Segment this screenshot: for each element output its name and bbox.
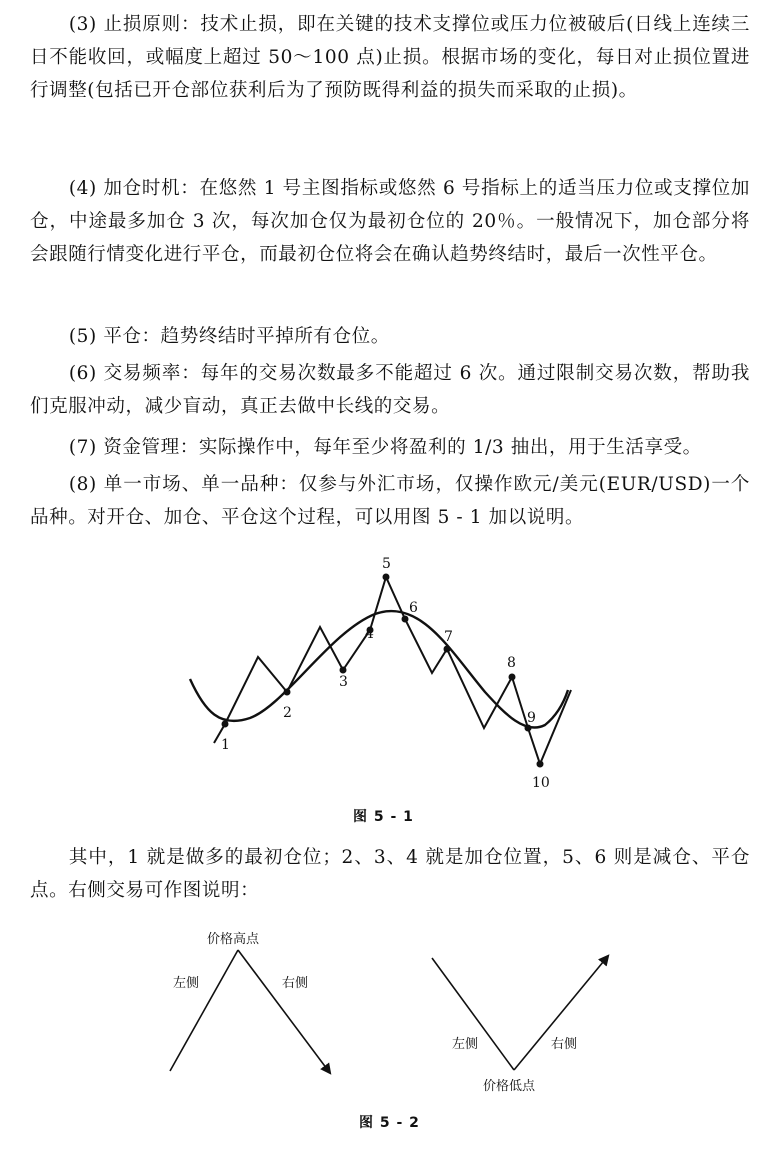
trough-right-arrow — [514, 956, 608, 1070]
point-marker — [444, 646, 451, 653]
paragraph-single-market: (8) 单一市场、单一品种：仅参与外汇市场，仅操作欧元/美元(EUR/USD)一个品种。对开仓、加仓、平仓这个过程，可以用图 5 - 1 加以说明。 — [30, 474, 750, 528]
point-marker — [340, 667, 347, 674]
point-labels — [221, 556, 550, 791]
paragraph-explanation: 其中，1 就是做多的最初仓位；2、3、4 就是加仓位置，5、6 则是减仓、平仓点。右侧交易可作图说明： — [30, 847, 750, 901]
point-marker — [383, 574, 390, 581]
paragraph-trade-frequency: (6) 交易频率：每年的交易次数最多不能超过 6 次。通过限制交易次数，帮助我们克服冲动，减少盲动，真正去做中长线的交易。 — [30, 363, 750, 417]
trough-label: 价格低点 — [483, 1079, 536, 1094]
point-label-6: 6 — [409, 600, 418, 616]
trough-left-leg — [432, 958, 514, 1070]
point-label-7: 7 — [444, 629, 453, 645]
peak-right-label: 右侧 — [282, 976, 309, 991]
point-label-3: 3 — [339, 674, 348, 690]
figure-5-2 — [0, 920, 758, 1110]
peak-left-leg — [170, 950, 238, 1071]
point-label-10: 10 — [532, 775, 550, 791]
peak-label: 价格高点 — [207, 932, 260, 947]
paragraph-stop-loss: (3) 止损原则：技术止损，即在关键的技术支撑位或压力位被破后(日线上连续三日不能收回，或幅度上超过 50～100 点)止损。根据市场的变化，每日对止损位置进行调整(包括已开仓部位获利后为了预防既得利益的损失而采取的止损)。 — [30, 14, 750, 101]
point-label-1: 1 — [221, 737, 230, 753]
peak-left-label: 左侧 — [173, 976, 200, 991]
point-marker — [284, 689, 291, 696]
trough-left-label: 左侧 — [452, 1037, 479, 1052]
paragraph-close-position: (5) 平仓：趋势终结时平掉所有仓位。 — [68, 326, 390, 347]
point-label-4: 4 — [365, 626, 374, 642]
point-marker — [222, 721, 229, 728]
point-label-8: 8 — [507, 655, 516, 671]
paragraph-money-management: (7) 资金管理：实际操作中，每年至少将盈利的 1/3 抽出，用于生活享受。 — [68, 437, 702, 458]
point-label-2: 2 — [283, 705, 292, 721]
trough-right-label: 右侧 — [551, 1037, 578, 1052]
point-label-9: 9 — [527, 710, 536, 726]
peak-right-arrow — [238, 950, 330, 1073]
figure-5-2-caption: 图 5 - 2 — [359, 1115, 420, 1131]
paragraph-add-position: (4) 加仓时机：在悠然 1 号主图指标或悠然 6 号指标上的适当压力位或支撑位加仓，中途最多加仓 3 次，每次加仓仅为最初仓位的 20％。一般情况下，加仓部分将会跟随行情变化进行平仓，而最初仓位将会在确认趋势终结时，最后一次性平仓。 — [30, 178, 750, 265]
figure-5-1-caption: 图 5 - 1 — [353, 809, 414, 825]
point-marker — [509, 674, 516, 681]
point-label-5: 5 — [382, 556, 391, 572]
figure-5-1 — [0, 540, 758, 800]
point-marker — [537, 761, 544, 768]
point-marker — [402, 616, 409, 623]
price-zigzag — [214, 577, 571, 764]
